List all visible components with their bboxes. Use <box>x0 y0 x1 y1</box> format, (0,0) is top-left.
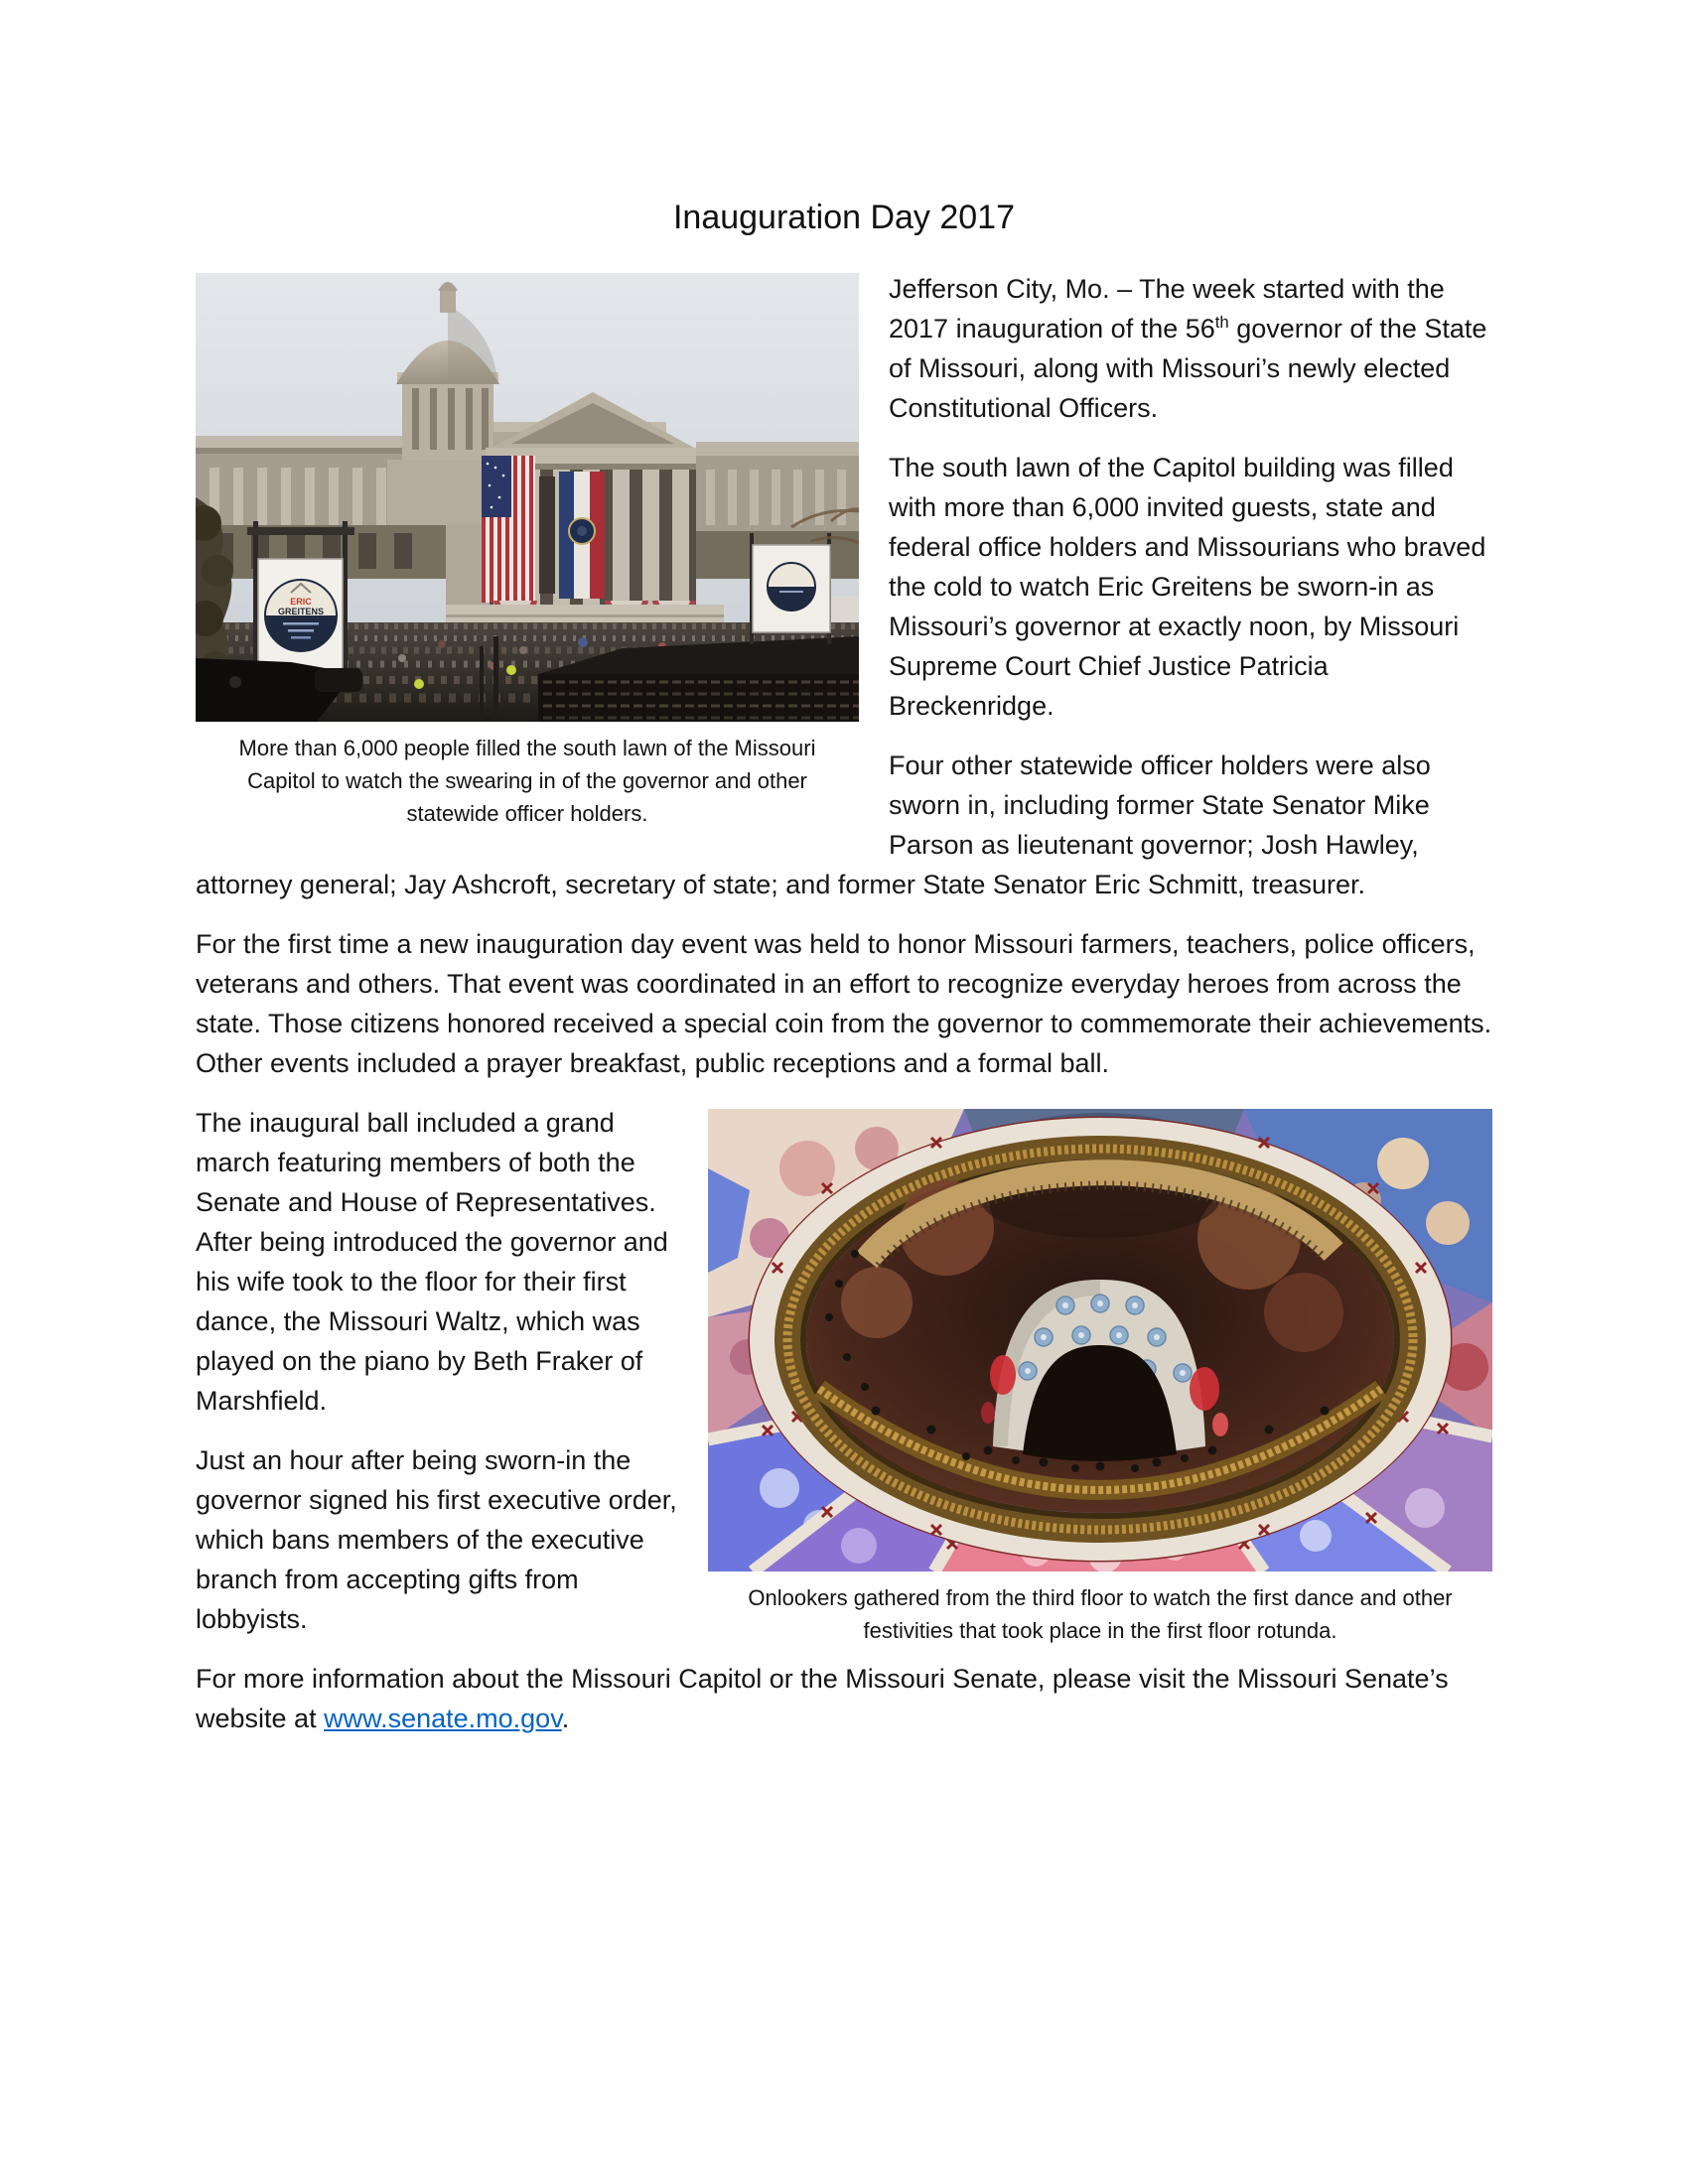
superscript-th: th <box>1214 313 1229 332</box>
hi-vis-vest <box>506 665 516 675</box>
capitol-photo <box>196 273 859 722</box>
paragraph-first-time-event: For the first time a new inauguration day event was held to honor Missouri farmers, teachers, police officers, veterans and others. That event was coordinated in an effort to recognize everyday heroes from across the state. Those citizens honored received a special coin from the governor to commemorate their achievements. Other events included a prayer breakfast, public receptions and a formal ball. <box>196 929 1492 1078</box>
us-flag <box>482 456 535 603</box>
paragraph-south-lawn: The south lawn of the Capitol building was filled with more than 6,000 invited guests, state and federal office holders and Missourians who braved the cold to watch Eric Greitens be sworn-in as Missouri’s governor at exactly noon, by Missouri Supreme Court Chief Justice Patricia Breckenridge. <box>889 453 1486 721</box>
paragraph-more-info <box>196 1659 1492 1738</box>
paragraph-four-officers: Four other statewide officer holders were also sworn in, including former State Senator Mike Parson as lieutenant governor; Josh Hawley, attorney general; Jay Ashcroft, secretary of state; and former State Senator Eric Schmitt, treasurer. <box>196 751 1431 899</box>
screen-text-line2: GREITENS <box>277 607 325 616</box>
text-run: . <box>561 1704 570 1733</box>
jumbotron-logo <box>265 580 337 651</box>
paragraph-executive-order: Just an hour after being sworn-in the governor signed his first executive order, which bans members of the executive branch from accepting gifts from lobbyists. <box>196 1445 677 1634</box>
senate-website-link[interactable]: www.senate.mo.gov <box>324 1704 562 1733</box>
missouri-flag <box>559 472 605 599</box>
rotunda-photo <box>708 1109 1492 1571</box>
figure-rotunda <box>708 1109 1492 1647</box>
paragraph-inaugural-ball: The inaugural ball included a grand march featuring members of both the Senate and House of Representatives. After being introduced the governor and his wife took to the floor for their first dance, the Missouri Waltz, which was played on the piano by Beth Fraker of Marshfield. <box>196 1108 668 1416</box>
page-title: Inauguration Day 2017 <box>672 199 1016 236</box>
text-run: Jefferson City, Mo. – The week started with the 2017 inauguration of the 56 <box>889 274 1445 343</box>
screen-text-line1: ERIC <box>290 597 312 607</box>
capitol-photo-caption: More than 6,000 people filled the south lawn of the Missouri Capitol to watch the swearing in of the governor and other statewide officer holders. <box>238 736 816 826</box>
figure-capitol <box>196 273 859 830</box>
hi-vis-vest <box>414 679 424 689</box>
text-run: governor of the State of Missouri, along with Missouri’s newly elected Constitutional Officers. <box>889 314 1487 423</box>
text-run: For more information about the Missouri Capitol or the Missouri Senate, please visit the Missouri Senate’s website at <box>196 1664 1449 1733</box>
document-content <box>196 0 1492 1738</box>
rotunda-photo-caption: Onlookers gathered from the third floor to watch the first dance and other festivities that took place in the first floor rotunda. <box>748 1585 1453 1643</box>
